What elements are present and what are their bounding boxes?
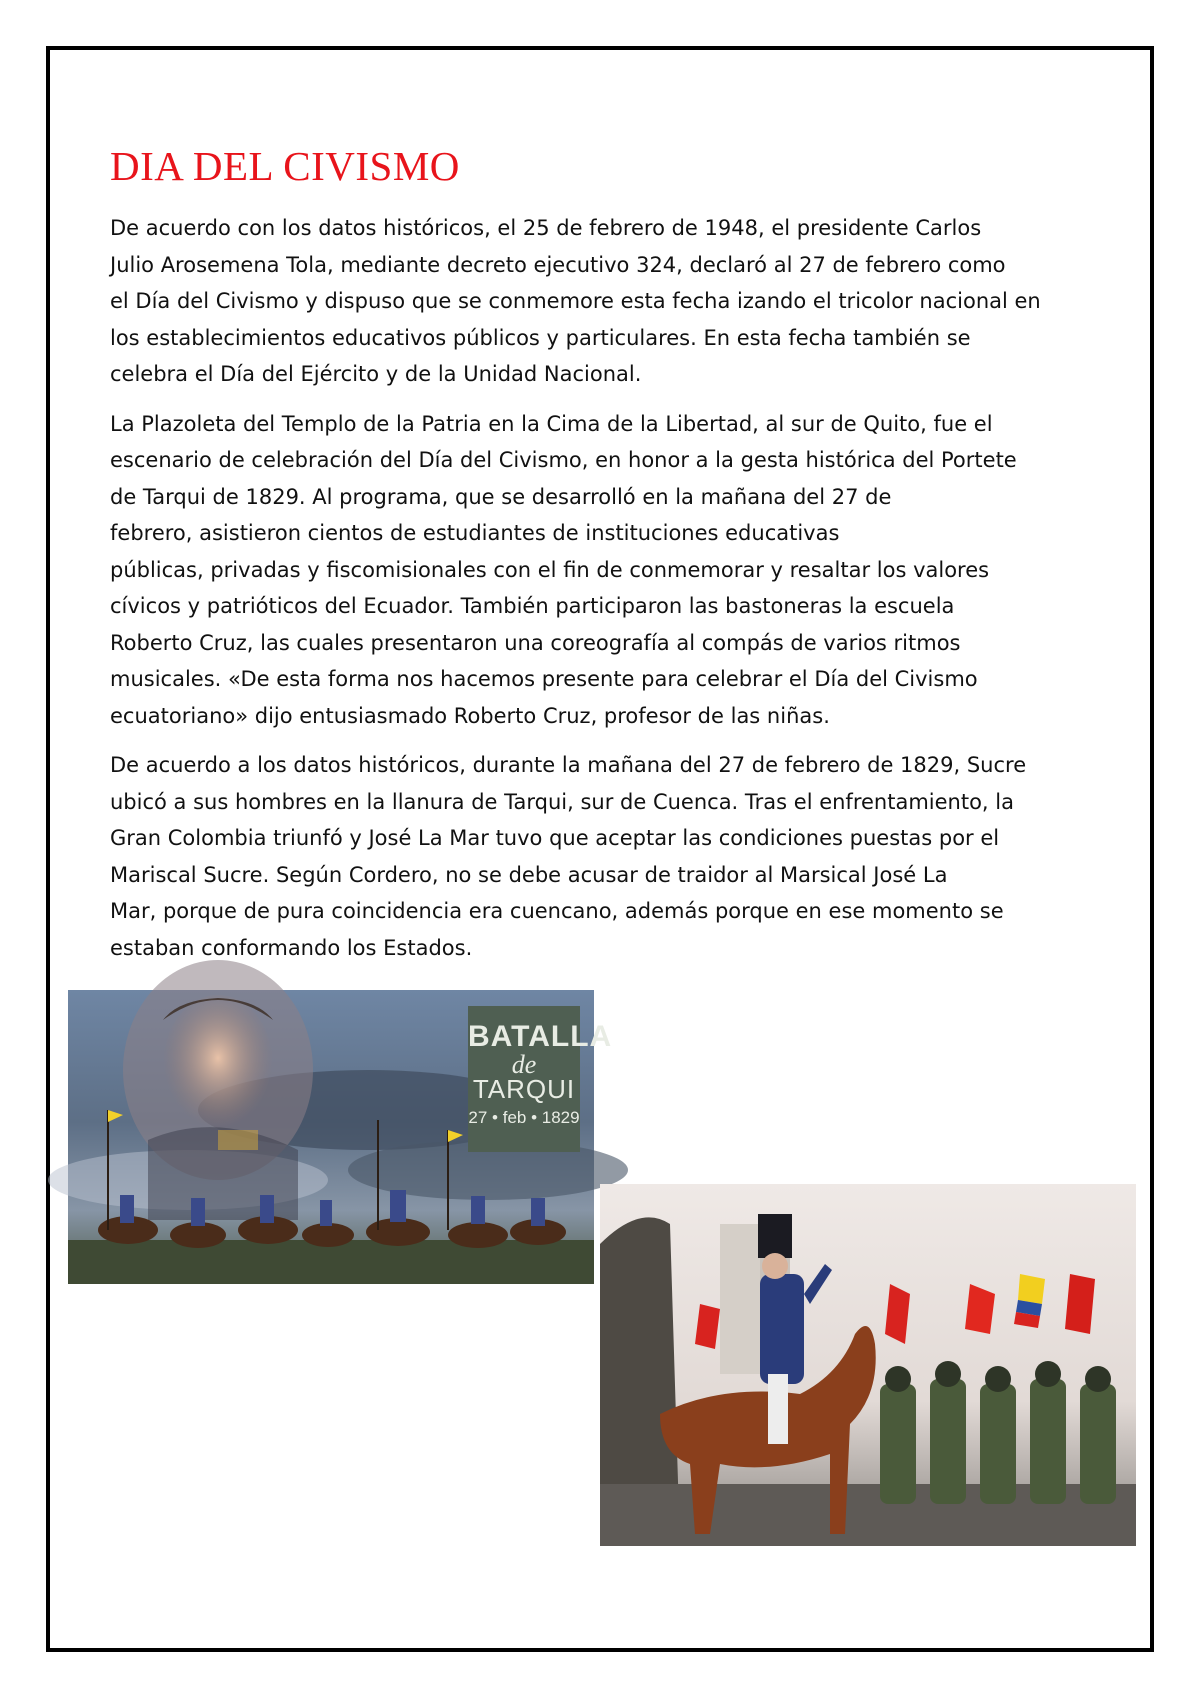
text-line: musicales. «De esta forma nos hacemos presente para celebrar el Día del Civismo — [110, 667, 978, 691]
paragraph-3 — [110, 747, 1110, 966]
text-line: los establecimientos educativos públicos y particulares. En esta fecha también se — [110, 325, 971, 350]
text-line: públicas, privadas y fiscomisionales con el fin de conmemorar y resaltar los valores — [110, 557, 990, 582]
text-line: ubicó a sus hombres en la llanura de Tarqui, sur de Cuenca. Tras el enfrentamiento, la — [110, 789, 1014, 814]
text-line: De acuerdo con los datos históricos, el 25 de febrero de 1948, el presidente Carlos — [110, 216, 982, 240]
batalla-de-tarqui-image — [68, 990, 613, 1284]
text-line: Julio Arosemena Tola, mediante decreto ejecutivo 324, declaró al 27 de febrero como — [110, 252, 1006, 277]
paragraph-1 — [110, 210, 1110, 393]
badge-line: TARQUI — [472, 1074, 576, 1104]
text-line: Mar, porque de pura coincidencia era cuencano, además porque en ese momento se — [110, 899, 1004, 923]
ceremony-photo — [600, 1184, 1136, 1546]
text-line: cívicos y patrióticos del Ecuador. También participaron las bastoneras la escuela — [110, 594, 955, 618]
document-body — [110, 210, 1110, 979]
text-line: Mariscal Sucre. Según Cordero, no se debe acusar de traidor al Marsical José La — [110, 862, 948, 887]
badge-line: de — [511, 1050, 537, 1079]
badge-line: 27 • feb • 1829 — [468, 1108, 580, 1127]
page-title: DIA DEL CIVISMO — [110, 143, 460, 189]
text-line: febrero, asistieron cientos de estudiantes de instituciones educativas — [110, 521, 840, 545]
text-line: De acuerdo a los datos históricos, durante la mañana del 27 de febrero de 1829, Sucre — [110, 753, 1027, 777]
text-line: el Día del Civismo y dispuso que se conmemore esta fecha izando el tricolor nacional en — [110, 289, 1041, 313]
badge-line: BATALLA — [468, 1020, 613, 1053]
text-line: de Tarqui de 1829. Al programa, que se desarrolló en la mañana del 27 de — [110, 484, 892, 509]
text-line: Roberto Cruz, las cuales presentaron una coreografía al compás de varios ritmos — [110, 630, 961, 655]
batalla-badge — [468, 1006, 613, 1152]
text-line: Gran Colombia triunfó y José La Mar tuvo que aceptar las condiciones puestas por el — [110, 826, 1000, 850]
text-line: estaban conformando los Estados. — [110, 935, 473, 960]
paragraph-2 — [110, 406, 1110, 735]
text-line: celebra el Día del Ejército y de la Unidad Nacional. — [110, 362, 642, 386]
text-line: ecuatoriano» dijo entusiasmado Roberto Cruz, profesor de las niñas. — [110, 703, 830, 728]
ceremony-scene — [600, 1184, 1136, 1546]
text-line: escenario de celebración del Día del Civismo, en honor a la gesta histórica del Portete — [110, 448, 1017, 472]
text-line: La Plazoleta del Templo de la Patria en la Cima de la Libertad, al sur de Quito, fue el — [110, 411, 993, 436]
